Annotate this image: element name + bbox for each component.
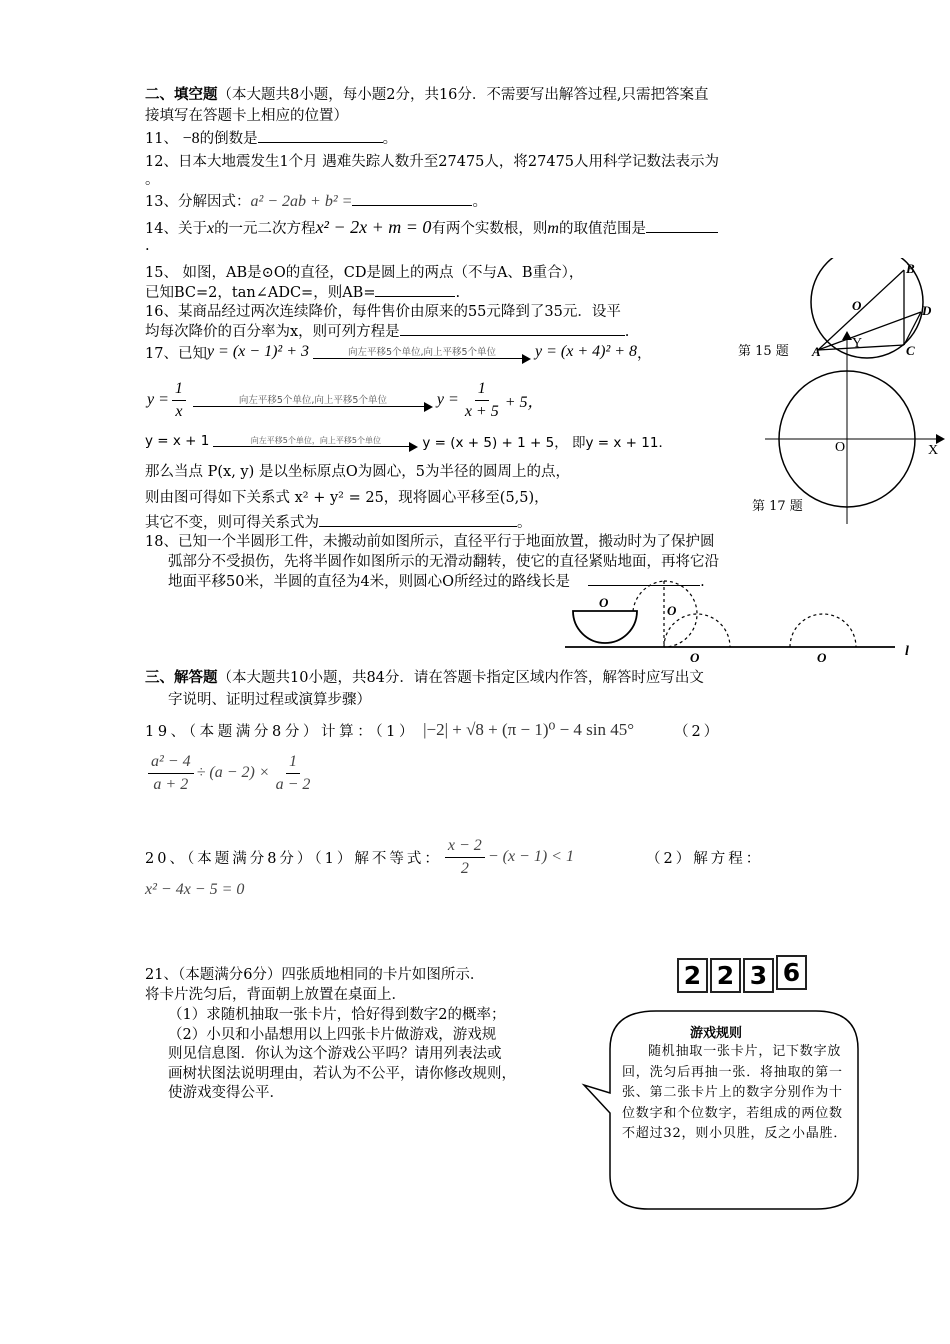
- q20-fraction-num: x − 2: [445, 835, 485, 858]
- q13-end: 。: [472, 194, 487, 210]
- q17-answer-blank[interactable]: [319, 512, 517, 527]
- section2-desc-line1: （本大题共8小题，每小题2分，共16分．不需要写出解答过程,只需把答案直: [217, 87, 709, 103]
- q18-line2: 弧部分不受损伤，先将半圆作如图所示的无滑动翻转，使它的直径紧贴地面，再将它沿: [168, 554, 719, 570]
- q14-part1: 14、关于: [145, 221, 207, 237]
- q14-part2: 的一元二次方程: [214, 221, 316, 237]
- fig18-semicircle-end: [790, 614, 856, 647]
- q15-end: .: [455, 285, 461, 301]
- q17-arrow3: [213, 435, 418, 448]
- q14-x: x: [206, 220, 215, 237]
- fig18-semicircle-start: [573, 611, 637, 643]
- q21-line4: （2）小贝和小晶想用以上四张卡片做游戏，游戏规: [168, 1027, 497, 1043]
- q17-arrow2: [193, 392, 433, 408]
- figure-18: [565, 577, 920, 667]
- q14-equation: x² − 2x + m = 0: [315, 217, 432, 237]
- q17-eq1-end: ，: [637, 345, 652, 362]
- section2-desc-line2: 接填写在答题卡上相应的位置）: [145, 108, 348, 124]
- q13-expression: a² − 2ab + b² =: [250, 193, 353, 210]
- q17-eq2-left-fraction: [172, 378, 186, 423]
- fig18-label-o1: O: [599, 595, 609, 610]
- q17-line6-text: 其它不变，则可得关系式为: [145, 515, 319, 531]
- q20-equation: x² − 4x − 5 = 0: [145, 881, 245, 898]
- q20-part2-label: （2）解方程：: [645, 850, 764, 867]
- q17-row2: [147, 372, 544, 428]
- q17-eq3-right: y = (x + 5) + 1 + 5， 即y = x + 11．: [422, 435, 672, 451]
- q15-line2: [145, 281, 460, 302]
- fig18-label-o3: O: [690, 650, 700, 665]
- fig15-label-c: C: [906, 343, 915, 358]
- q19-fraction-1-den: a + 2: [153, 775, 189, 793]
- q17-arrow2-label: 向左平移5个单位,向上平移5个单位: [238, 395, 387, 406]
- question-19: [145, 718, 721, 742]
- q17-eq2-left-den: x: [175, 402, 183, 420]
- q17-arrow3-label: 向左平移5个单位，向上平移5个单位: [250, 435, 381, 445]
- q17-eq2-right-end: + 5，: [504, 393, 544, 411]
- card-4: 6: [776, 955, 807, 990]
- fig18-label-o2: O: [667, 603, 677, 618]
- question-14: [145, 217, 718, 238]
- q17-line6: [145, 511, 532, 532]
- q19-fraction-1: [148, 751, 194, 796]
- fig15-label-d: D: [922, 303, 932, 318]
- q15-line1: 15、 如图，AB是⊙O的直径，CD是圆上的两点（不与A、B重合），: [145, 265, 584, 281]
- q17-eq1-left: y = (x − 1)² + 3: [206, 343, 309, 360]
- section3-desc-line1: （本大题共10小题，共84分．请在答题卡指定区域内作答，解答时应写出文: [217, 670, 704, 686]
- q18-end: .: [700, 574, 705, 590]
- game-rules-text: 随机抽取一张卡片，记下数字放回，洗匀后再抽一张．将抽取的第一张、第二张卡片上的数字分别作为十位数字和个位数字，若组成的两位数不超过32，则小贝胜，反之小晶胜．: [622, 1044, 848, 1141]
- q13-text: 13、分解因式：: [145, 194, 251, 210]
- q16-end: .: [624, 324, 630, 340]
- fig17-label-o: O: [835, 440, 846, 455]
- q11-answer-blank[interactable]: [258, 128, 383, 143]
- q17-arrow1: [313, 344, 531, 360]
- q20-fraction-den: 2: [460, 859, 469, 877]
- q19-fraction-2: [273, 751, 314, 796]
- question-11: [145, 127, 397, 148]
- q14-line2: .: [145, 238, 150, 254]
- q17-eq2-left-num: 1: [172, 378, 186, 401]
- q17-arrow1-label: 向左平移5个单位,向上平移5个单位: [347, 347, 497, 358]
- q17-eq3-left: y = x + 1: [145, 433, 210, 449]
- q12-line1: 12、日本大地震发生1个月 遇难失踪人数升至27475人，将27475人用科学记数法表示为: [145, 154, 720, 170]
- q17-eq2-right: y =: [436, 391, 459, 408]
- q21-line1: 21、（本题满分6分）四张质地相同的卡片如图所示．: [145, 967, 485, 983]
- q14-part4: 的取值范围是: [558, 221, 646, 237]
- fig17-caption: 第 17 题: [752, 499, 803, 514]
- q19-expression-1: |−2| + √8 + (π − 1)⁰ − 4 sin 45°: [423, 720, 635, 739]
- fig18-label-o4: O: [817, 650, 827, 665]
- q17-end: 。: [517, 515, 532, 531]
- q14-m: m: [547, 220, 559, 237]
- q17-eq2-left: y =: [147, 391, 169, 408]
- q16-line1: 16、某商品经过两次连续降价，每件售价由原来的55元降到了35元．设平: [145, 304, 621, 320]
- q19-fraction-1-num: a² − 4: [148, 751, 194, 774]
- q17-line5: 则由图可得如下关系式 x² + y² = 25，现将圆心平移至(5,5)，: [145, 490, 549, 506]
- card-1: 2: [677, 958, 708, 993]
- fig18-roll-arc: [633, 581, 664, 611]
- section3-title: 三、解答题: [145, 669, 218, 686]
- q14-answer-blank[interactable]: [646, 218, 718, 233]
- question-20: [145, 832, 763, 882]
- q19-expression-2: [145, 748, 316, 798]
- q15-answer-blank[interactable]: [375, 282, 455, 297]
- fig15-label-b: B: [906, 261, 915, 276]
- q18-line3-text: 地面平移50米，半圆的直径为4米，则圆心O所经过的路线长是: [168, 574, 571, 590]
- fig15-label-o: O: [852, 298, 862, 313]
- q11-number: −8: [182, 130, 200, 147]
- q17-row3: [145, 430, 672, 452]
- card-2: 2: [710, 958, 741, 993]
- q12-line2: 。: [145, 172, 160, 188]
- q19-middle: ÷ (a − 2) ×: [196, 764, 270, 781]
- q11-prefix: 11、: [145, 131, 183, 147]
- q19-head: 19、（本题满分8分）计算：（1）: [145, 723, 418, 740]
- q17-line4: 那么当点 P(x, y) 是以坐标原点O为圆心，5为半径的圆周上的点，: [145, 464, 570, 480]
- fig15-label-a: A: [812, 344, 821, 359]
- q21-line2: 将卡片洗匀后，背面朝上放置在桌面上．: [145, 987, 406, 1003]
- q16-line2-text: 均每次降价的百分率为x，则可列方程是: [145, 324, 400, 340]
- q17-prefix: 17、已知: [145, 345, 207, 362]
- q19-fraction-2-num: 1: [286, 751, 300, 774]
- section3-header: [145, 666, 704, 687]
- game-rules-title: 游戏规则: [690, 1026, 743, 1041]
- q21-line5: 则见信息图．你认为这个游戏公平吗？请用列表法或: [168, 1046, 502, 1062]
- q13-answer-blank[interactable]: [352, 191, 472, 206]
- q14-part3: 有两个实数根，则: [431, 221, 548, 237]
- q17-eq2-right-num: 1: [475, 378, 489, 401]
- fig17-label-x: X: [928, 443, 939, 458]
- q15-line2-text: 已知BC=2，tan∠ADC=，则AB=: [145, 285, 376, 301]
- fig17-label-y: Y: [852, 336, 863, 351]
- q17-eq1-right: y = (x + 4)² + 8: [535, 343, 638, 360]
- q19-part2-label: （2）: [674, 723, 722, 740]
- section2-title: 二、填空题: [145, 86, 218, 103]
- q16-answer-blank[interactable]: [400, 321, 625, 336]
- q21-line7: 使游戏变得公平．: [168, 1085, 284, 1101]
- q17-row1: [145, 337, 652, 367]
- section3-desc-line2: 字说明、证明过程或演算步骤）: [168, 692, 371, 708]
- fig18-label-l: l: [905, 644, 909, 659]
- q20-head: 20、（本题满分8分）（1）解不等式：: [145, 850, 442, 867]
- q21-line3: （1）求随机抽取一张卡片，恰好得到数字2的概率；: [168, 1007, 506, 1023]
- section2-header: [145, 83, 709, 104]
- q20-inequality-rest: − (x − 1) < 1: [487, 848, 574, 865]
- q19-fraction-2-den: a − 2: [275, 775, 311, 793]
- q11-end: 。: [382, 131, 398, 147]
- q20-fraction: [445, 835, 485, 880]
- fig15-caption: 第 15 题: [738, 344, 789, 359]
- question-13: [145, 190, 487, 211]
- q11-text: 的倒数是: [199, 131, 258, 147]
- fig17-y-arrow: [842, 331, 852, 340]
- q17-eq2-right-fraction: [462, 378, 502, 423]
- q21-line6: 画树状图法说明理由，若认为不公平，请你修改规则，: [168, 1066, 516, 1082]
- q18-line1: 18、已知一个半圆形工件，未搬动前如图所示，直径平行于地面放置，搬动时为了保护圆: [145, 534, 715, 550]
- q17-eq2-right-den: x + 5: [464, 402, 499, 420]
- card-3: 3: [743, 958, 774, 993]
